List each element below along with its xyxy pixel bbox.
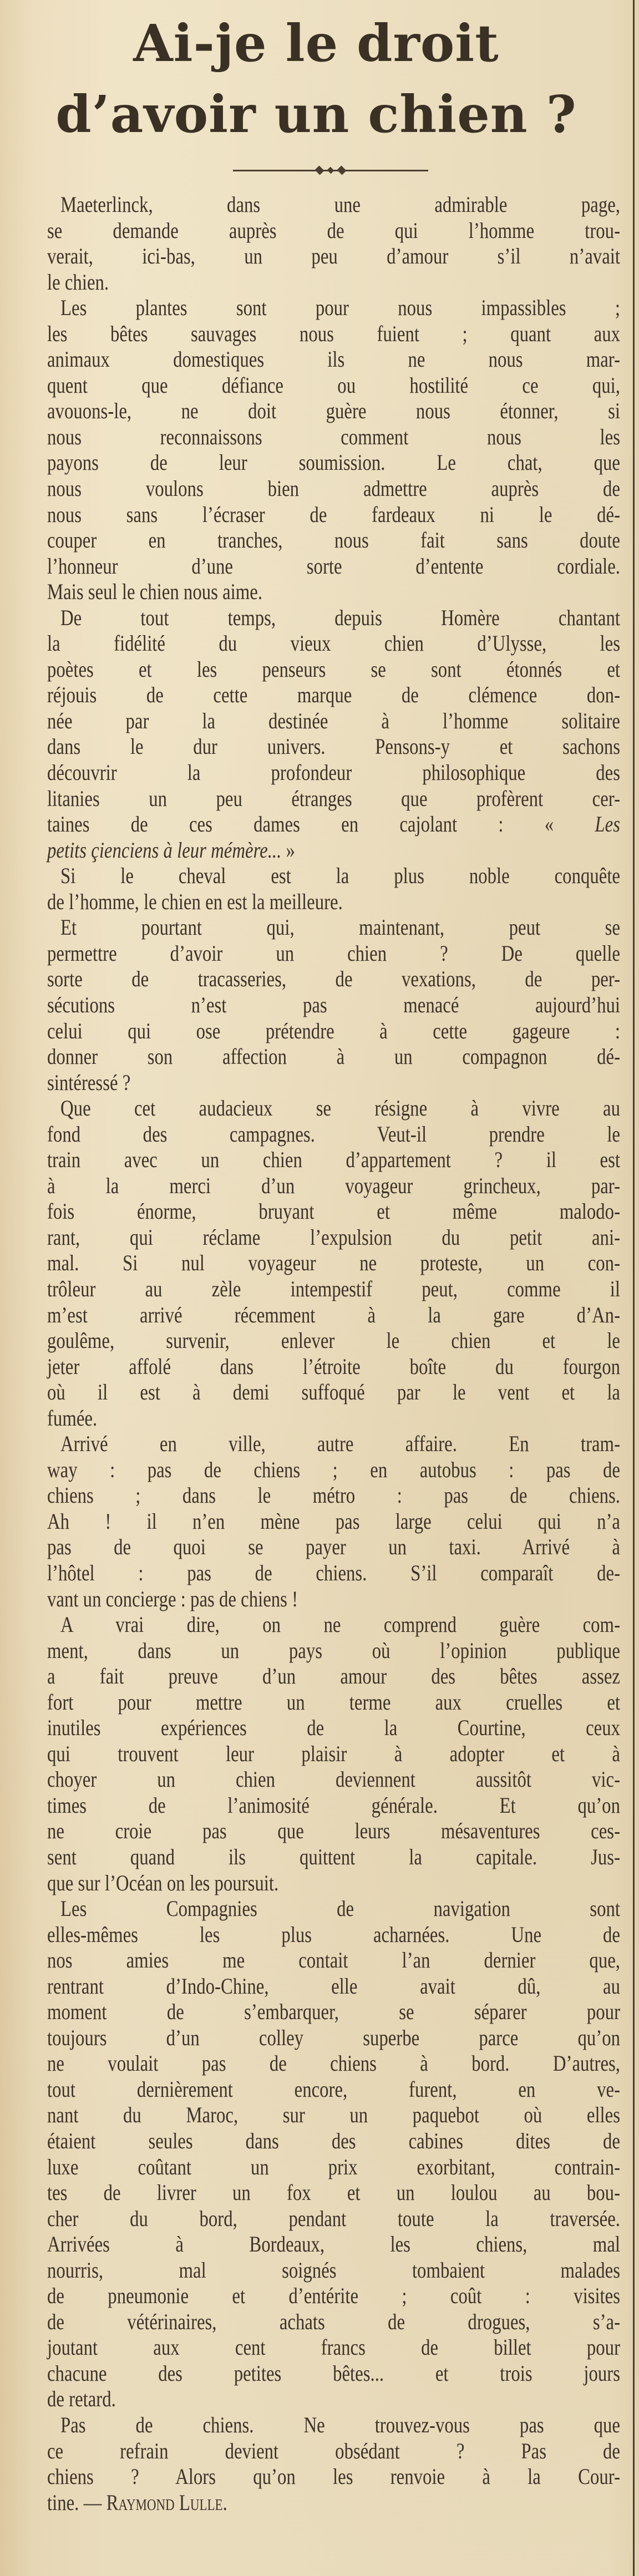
text-line: ne croie pas que leurs mésaventures ces- <box>47 1818 620 1844</box>
paragraph <box>47 2412 620 2516</box>
text-line: trôleur au zèle intempestif peut, comme il <box>47 1276 620 1301</box>
text-line: fond des campagnes. Veut-il prendre le <box>47 1121 620 1147</box>
text-line: litanies un peu étranges que profèrent cer- <box>47 785 620 811</box>
text-line: de vétérinaires, achats de drogues, s’a- <box>47 2309 620 2334</box>
text-line: Ah ! il n’en mène pas large celui qui n’a <box>47 1508 620 1534</box>
text-line: tes de livrer un fox et un loulou au bou- <box>47 2180 620 2205</box>
text-line: goulême, survenir, enlever le chien et le <box>47 1328 620 1353</box>
text-line: de pneumonie et d’entérite ; coût : visites <box>47 2283 620 2309</box>
text-line: rentrant d’Indo-Chine, elle avait dû, au <box>47 1973 620 1999</box>
italic-quote: Les <box>595 812 620 837</box>
text-line: réjouis de cette marque de clémence don- <box>47 682 620 708</box>
paragraph <box>47 1431 620 1612</box>
paragraph <box>47 295 620 605</box>
text-line: fumée. <box>47 1405 98 1431</box>
text-line: sent quand ils quittent la capitale. Jus- <box>47 1844 620 1869</box>
text-line: permettre d’avoir un chien ? De quelle <box>47 940 620 966</box>
article-title <box>0 8 632 150</box>
text-line: les bêtes sauvages nous fuient ; quant aux <box>47 321 620 346</box>
text-line: fort pour mettre un terme aux cruelles et <box>47 1689 620 1715</box>
paragraph <box>47 605 620 863</box>
ornament-divider-icon <box>233 166 428 175</box>
text-line: le chien. <box>47 269 109 295</box>
text-line: petits çienciens à leur mémère... » <box>47 837 295 863</box>
text-line: nos amies me contait l’an dernier que, <box>47 1948 620 1973</box>
text-line: cher du bord, pendant toute la traversée. <box>47 2205 620 2231</box>
text-line: chiens ? Alors qu’on les renvoie à la Cour- <box>47 2464 620 2489</box>
text-line: taines de ces dames en cajolant : « Les <box>47 812 620 837</box>
diamond-icon <box>327 167 334 174</box>
text-line: nourris, mal soignés tombaient malades <box>47 2257 620 2283</box>
paragraph <box>47 1096 620 1431</box>
text-line: sécutions n’est pas menacé aujourd’hui <box>47 992 620 1017</box>
text-line: de l’homme, le chien en est la meilleure. <box>47 889 343 914</box>
text-line: Mais seul le chien nous aime. <box>47 579 263 605</box>
text-line: de retard. <box>47 2386 116 2412</box>
italic-quote: petits çienciens à leur mémère... <box>47 837 282 863</box>
paragraph <box>47 192 620 295</box>
text-line: mal. Si nul voyageur ne proteste, un con- <box>47 1250 620 1276</box>
text-line: nant du Maroc, sur un paquebot où elles <box>47 2102 620 2128</box>
text-line: A vrai dire, on ne comprend guère com- <box>60 1612 620 1637</box>
column-rule <box>633 0 635 2576</box>
text-line: choyer un chien deviennent aussitôt vic- <box>47 1767 620 1792</box>
paragraph <box>47 1896 620 2412</box>
text-line: tout dernièrement encore, furent, en ve- <box>47 2076 620 2102</box>
diamond-icon <box>337 166 347 175</box>
text-line: à la merci d’un voyageur grincheux, par- <box>47 1173 620 1198</box>
text-line: joutant aux cent francs de billet pour <box>47 2335 620 2360</box>
article-body <box>47 192 620 2516</box>
text-line: way : pas de chiens ; en autobus : pas de <box>47 1457 620 1482</box>
text-line: moment de s’embarquer, se séparer pour <box>47 1999 620 2025</box>
text-line: Les Compagnies de navigation sont <box>60 1896 620 1921</box>
text-line: jeter affolé dans l’étroite boîte du fourgon <box>47 1353 620 1379</box>
text-line: sorte de tracasseries, de vexations, de per- <box>47 966 620 992</box>
text-line: Et pourtant qui, maintenant, peut se <box>60 915 620 940</box>
text-line: dans le dur univers. Pensons-y et sachons <box>47 734 620 759</box>
text-line: que sur l’Océan on les poursuit. <box>47 1870 279 1895</box>
text-line: chacune des petites bêtes... et trois jours <box>47 2360 620 2386</box>
text-line: pas de quoi se payer un taxi. Arrivé à <box>47 1534 620 1560</box>
closing-text: tine. — <box>47 2489 106 2515</box>
text-line: Maeterlinck, dans une admirable page, <box>60 192 620 217</box>
text-line: elles-mêmes les plus acharnées. Une de <box>47 1921 620 1947</box>
text-line: quent que défiance ou hostilité ce qui, <box>47 372 620 398</box>
author-signature: Raymond Lulle. <box>106 2489 227 2515</box>
text-line: ne voulait pas de chiens à bord. D’autres, <box>47 2051 620 2076</box>
text-line: étaient seules dans des cabines dites de <box>47 2128 620 2154</box>
text-line: qui trouvent leur plaisir à adopter et à <box>47 1741 620 1766</box>
title-line-2: d’avoir un chien ? <box>55 84 577 144</box>
text-line: inutiles expériences de la Courtine, ceux <box>47 1715 620 1741</box>
text-line: ce refrain devient obsédant ? Pas de <box>47 2438 620 2463</box>
diamond-icon <box>315 166 324 175</box>
text-line: découvrir la profondeur philosophique des <box>47 760 620 785</box>
text-line: Pas de chiens. Ne trouvez-vous pas que <box>60 2412 620 2438</box>
text-line: la fidélité du vieux chien d’Ulysse, les <box>47 631 620 656</box>
text-line: fois énorme, bruyant et même malodo- <box>47 1199 620 1224</box>
text-line: payons de leur soumission. Le chat, que <box>47 450 620 475</box>
text-line: verait, ici-bas, un peu d’amour s’il n’avait <box>47 244 620 269</box>
text-line: poètes et les penseurs se sont étonnés et <box>47 656 620 682</box>
text-line: chiens ; dans le métro : pas de chiens. <box>47 1483 620 1508</box>
text-line: nous sans l’écraser de fardeaux ni le dé- <box>47 501 620 527</box>
text-line: l’honneur d’une sorte d’entente cordiale. <box>47 553 620 579</box>
text-line: née par la destinée à l’homme solitaire <box>47 708 620 733</box>
text-line: celui qui ose prétendre à cette gageure : <box>47 1018 620 1043</box>
text-line: Les plantes sont pour nous impassibles ; <box>60 295 620 321</box>
text-line: Arrivées à Bordeaux, les chiens, mal <box>47 2232 620 2257</box>
text-line: se demande auprès de qui l’homme trou- <box>47 217 620 243</box>
text-line: Si le cheval est la plus noble conquête <box>60 863 620 889</box>
text-line: De tout temps, depuis Homère chantant <box>60 605 620 630</box>
text-line: toujours d’un colley superbe parce qu’on <box>47 2025 620 2050</box>
text-line: où il est à demi suffoqué par le vent et la <box>47 1380 620 1405</box>
text-line: vant un concierge : pas de chiens ! <box>47 1586 298 1611</box>
paragraph <box>47 863 620 915</box>
signature-line <box>47 2490 620 2516</box>
text-line: nous reconnaissons comment nous les <box>47 424 620 449</box>
text-line: nous voulons bien admettre auprès de <box>47 476 620 501</box>
paragraph <box>47 1612 620 1896</box>
text-line: sintéressé ? <box>47 1069 131 1095</box>
text-line: luxe coûtant un prix exorbitant, contrain- <box>47 2154 620 2179</box>
text-line: avouons-le, ne doit guère nous étonner, si <box>47 398 620 424</box>
text-line: couper en tranches, nous fait sans doute <box>47 528 620 553</box>
text-line: Que cet audacieux se résigne à vivre au <box>60 1096 620 1121</box>
text-line: l’hôtel : pas de chiens. S’il comparaît de- <box>47 1560 620 1585</box>
text-line: times de l’animosité générale. Et qu’on <box>47 1792 620 1818</box>
paragraph <box>47 915 620 1096</box>
title-line-1: Ai-je le droit <box>133 13 499 73</box>
text-line: ment, dans un pays où l’opinion publique <box>47 1637 620 1663</box>
text-line: Arrivé en ville, autre affaire. En tram- <box>60 1431 620 1457</box>
text-line: train avec un chien d’appartement ? il est <box>47 1147 620 1173</box>
text-line: m’est arrivé récemment à la gare d’An- <box>47 1302 620 1327</box>
text-line: rant, qui réclame l’expulsion du petit ani- <box>47 1224 620 1250</box>
text-line: a fait preuve d’un amour des bêtes assez <box>47 1664 620 1689</box>
text-line: animaux domestiques ils ne nous mar- <box>47 347 620 372</box>
text-line: donner son affection à un compagnon dé- <box>47 1044 620 1069</box>
